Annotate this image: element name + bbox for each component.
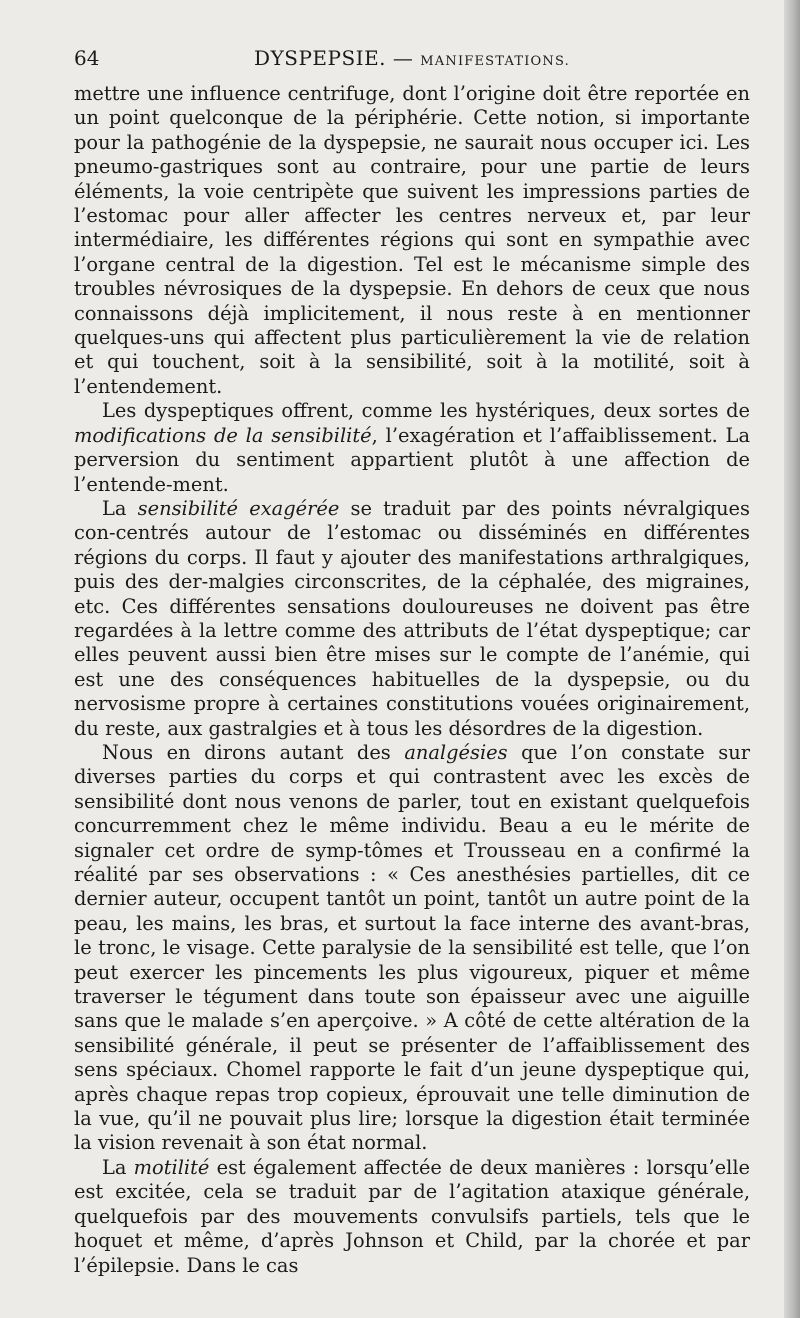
paragraph-motility bbox=[74, 1156, 750, 1278]
paragraph-text: , l’exagération et l’affaiblissement. La perversion du sentiment appartient plutôt à une affection de l’entende-ment. bbox=[74, 423, 750, 496]
running-header bbox=[74, 46, 750, 76]
italic-term: modifications de la sensibilité bbox=[74, 423, 372, 447]
paragraph-continued: mettre une influence centrifuge, dont l’origine doit être reportée en un point quelconque de la périphérie. Cette notion, si importante pour la pathogénie de la dyspepsie, ne saurait nous occuper ici. Les pneumo-gastriques sont au contraire, pour une partie de leurs éléments, la voie centripète que suivent les impressions parties de l’estomac pour aller affecter les centres nerveux et, par leur intermédiaire, les différentes régions qui sont en sympathie avec l’organe central de la digestion. Tel est le mécanisme simple des troubles névrosiques de la dyspepsie. En dehors de ceux que nous connaissons déjà implicitement, il nous reste à en mentionner quelques-uns qui affectent plus particulièrement la vie de relation et qui touchent, soit à la sensibilité, soit à la motilité, soit à l’entendement. bbox=[74, 82, 750, 398]
paragraph-text: se traduit par des points névralgiques con-centrés autour de l’estomac ou disséminés en différentes régions du corps. Il faut y ajouter des manifestations arthralgiques, puis des der-malgies circonscrites, de la céphalée, des migraines, etc. Ces différentes sensations douloureuses ne doivent pas être regardées à la lettre comme des attributs de l’état dyspeptique; car elles peuvent aussi bien être mises sur le compte de l’anémie, qui est une des conséquences habituelles de la dyspepsie, ou du nervosisme propre à certaines constitutions vouées originairement, du reste, aux gastralgies et à tous les désordres de la digestion. bbox=[74, 496, 750, 740]
paragraph-analgesia bbox=[74, 741, 750, 1156]
paragraph-exaggerated-sensibility bbox=[74, 497, 750, 741]
paragraph-sensibility bbox=[74, 399, 750, 497]
italic-term: sensibilité exagérée bbox=[137, 496, 340, 520]
paragraph-text: que l’on constate sur diverses parties du corps et qui contrastent avec les excès de sensibilité dont nous venons de parler, tout en existant quelquefois concurremment chez le même individu. Beau a eu le mérite de signaler cet ordre de symp-tômes et Trousseau en a confirmé la réalité par ses observations : « Ces anesthésies partielles, dit ce dernier auteur, occupent tantôt un point, tantôt un autre point de la peau, les mains, les bras, et surtout la face interne des avant-bras, le tronc, le visage. Cette paralysie de la sensibilité est telle, que l’on peut exercer les pincements les plus vigoureux, piquer et même traverser le tégument dans toute son épaisseur avec une aiguille sans que le malade s’en aperçoive. » A côté de cette altération de la sensibilité générale, il peut se présenter de l’affaiblissement des sens spéciaux. Chomel rapporte le fait d’un jeune dyspeptique qui, après chaque repas trop copieux, éprouvait une telle diminution de la vue, qu’il ne pouvait plus lire; lorsque la digestion était terminée la vision revenait à son état normal. bbox=[74, 740, 750, 1155]
running-title bbox=[74, 46, 750, 70]
paragraph-text: Nous en dirons autant des bbox=[102, 740, 405, 764]
italic-term: analgésies bbox=[404, 740, 508, 764]
running-title-sub: MANIFESTATIONS. bbox=[420, 54, 570, 69]
page-number: 64 bbox=[74, 46, 100, 70]
body-text bbox=[74, 82, 750, 1278]
paragraph-text: Les dyspeptiques offrent, comme les hystériques, deux sortes de bbox=[102, 399, 750, 423]
running-title-main: DYSPEPSIE. bbox=[254, 46, 387, 70]
paragraph-text: est également affectée de deux manières : lorsqu’elle est excitée, cela se traduit par de l’agitation ataxique générale, quelquefois par des mouvements convulsifs partiels, tels que le hoquet et même, d’après Johnson et Child, par la chorée et par l’épilepsie. Dans le cas bbox=[74, 1155, 750, 1277]
italic-term: motilité bbox=[133, 1155, 210, 1179]
running-title-dash: — bbox=[392, 46, 414, 70]
paragraph-text: La bbox=[102, 496, 138, 520]
page-edge-shadow bbox=[784, 0, 800, 1318]
paragraph-text: La bbox=[102, 1155, 134, 1179]
